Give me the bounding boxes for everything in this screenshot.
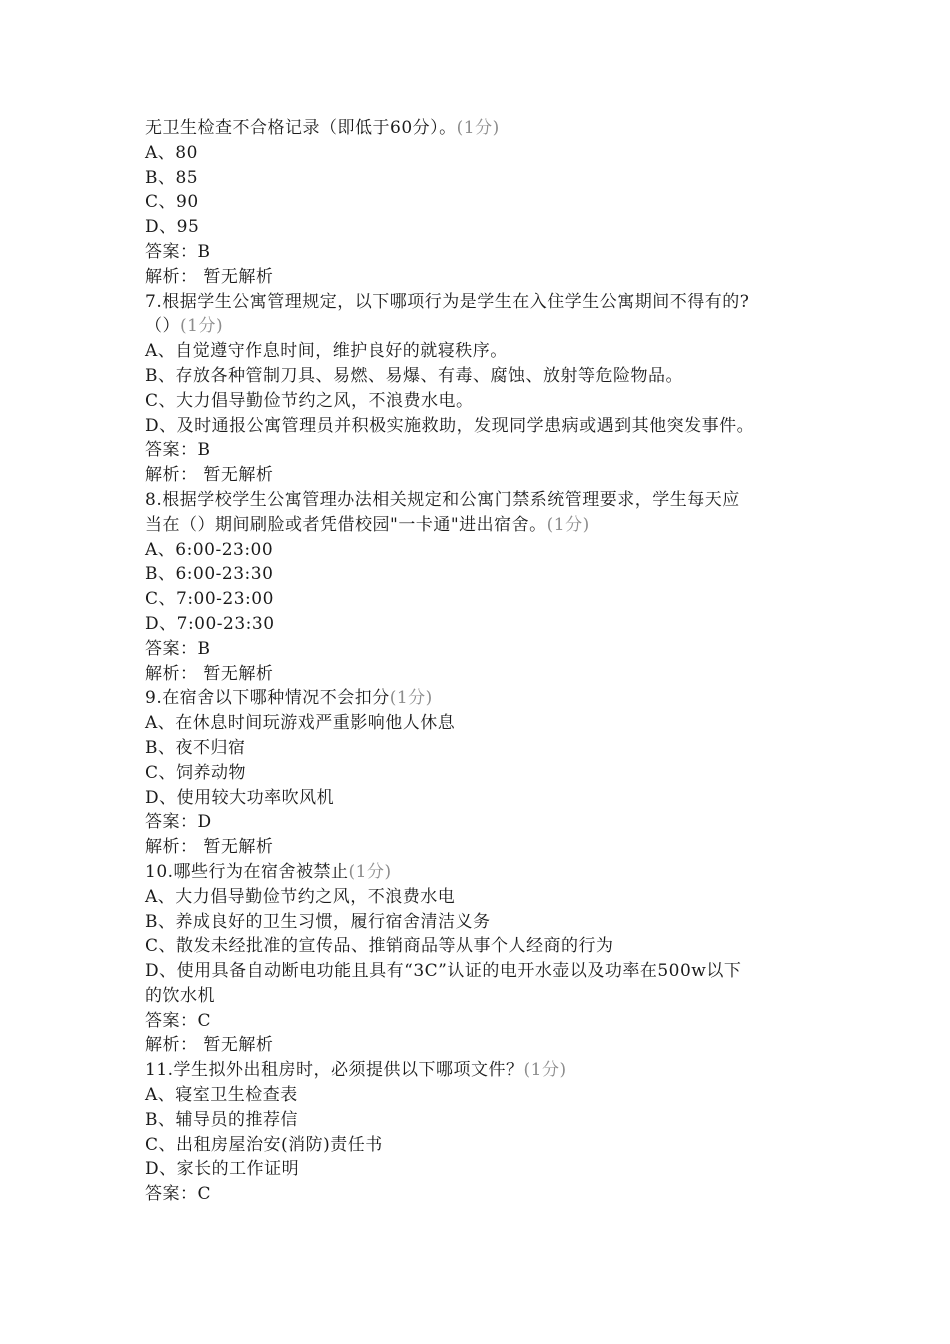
question-9-text: 9.在宿舍以下哪种情况不会扣分(1分): [145, 688, 433, 709]
answer: 答案：C: [145, 1010, 212, 1031]
option-a: A、寝室卫生检查表: [145, 1085, 298, 1106]
analysis: 解析： 暂无解析: [145, 837, 274, 858]
analysis: 解析： 暂无解析: [145, 465, 274, 486]
analysis: 解析： 暂无解析: [145, 266, 274, 287]
option-a: A、在休息时间玩游戏严重影响他人休息: [145, 713, 456, 734]
question-text: 无卫生检查不合格记录（即低于60分）。(1分): [145, 118, 500, 138]
option-d: D、使用具备自动断电功能且具有“3C”认证的电开水壶以及功率在500w以下: [145, 961, 742, 982]
option-d: D、使用较大功率吹风机: [145, 787, 335, 808]
question-score: (1分): [348, 861, 392, 882]
question-7-text: 7.根据学生公寓管理规定，以下哪项行为是学生在入住学生公寓期间不得有的?: [145, 291, 750, 312]
analysis: 解析： 暂无解析: [145, 663, 274, 684]
option-c: C、大力倡导勤俭节约之风，不浪费水电。: [145, 390, 474, 411]
option-b: B、85: [145, 167, 199, 188]
question-8-text: 8.根据学校学生公寓管理办法相关规定和公寓门禁系统管理要求，学生每天应: [145, 489, 740, 510]
question-score: (1分): [456, 118, 500, 138]
option-d: D、家长的工作证明: [145, 1159, 300, 1180]
question-score: (1分): [523, 1060, 567, 1081]
option-a: A、80: [145, 142, 198, 163]
option-c: C、散发未经批准的宣传品、推销商品等从事个人经商的行为: [145, 936, 614, 957]
question-score: (1分): [546, 514, 590, 535]
question-score: (1分): [389, 688, 433, 709]
option-a: A、自觉遵守作息时间，维护良好的就寝秩序。: [145, 341, 508, 362]
option-d: D、7:00-23:30: [145, 613, 275, 634]
option-a: A、大力倡导勤俭节约之风，不浪费水电: [145, 886, 456, 907]
document-page: [145, 116, 810, 1207]
option-d-cont: 的饮水机: [145, 985, 215, 1006]
answer: 答案：B: [145, 638, 211, 659]
answer: 答案：C: [145, 1184, 212, 1205]
answer: 答案：B: [145, 440, 211, 461]
answer: 答案：B: [145, 241, 211, 262]
option-c: C、饲养动物: [145, 762, 247, 783]
question-7-text-cont: （）(1分): [145, 316, 224, 337]
option-b: B、辅导员的推荐信: [145, 1109, 298, 1130]
option-b: B、存放各种管制刀具、易燃、易爆、有毒、腐蚀、放射等危险物品。: [145, 365, 683, 386]
analysis: 解析： 暂无解析: [145, 1035, 274, 1056]
option-d: D、及时通报公寓管理员并积极实施救助，发现同学患病或遇到其他突发事件。: [145, 415, 755, 436]
option-c: C、90: [145, 192, 199, 213]
question-10-text: 10.哪些行为在宿舍被禁止(1分): [145, 861, 392, 882]
option-a: A、6:00-23:00: [145, 539, 274, 560]
question-11-text: 11.学生拟外出租房时，必须提供以下哪项文件？(1分): [145, 1060, 567, 1081]
option-b: B、6:00-23:30: [145, 564, 274, 585]
question-8-text-cont: 当在（）期间刷脸或者凭借校园"一卡通"进出宿舍。(1分): [145, 514, 590, 535]
question-score: (1分): [180, 316, 224, 337]
option-c: C、7:00-23:00: [145, 589, 274, 610]
answer: 答案：D: [145, 812, 212, 833]
option-b: B、养成良好的卫生习惯，履行宿舍清洁义务: [145, 911, 491, 932]
option-c: C、出租房屋治安(消防)责任书: [145, 1134, 383, 1155]
option-d: D、95: [145, 217, 200, 238]
option-b: B、夜不归宿: [145, 737, 246, 758]
